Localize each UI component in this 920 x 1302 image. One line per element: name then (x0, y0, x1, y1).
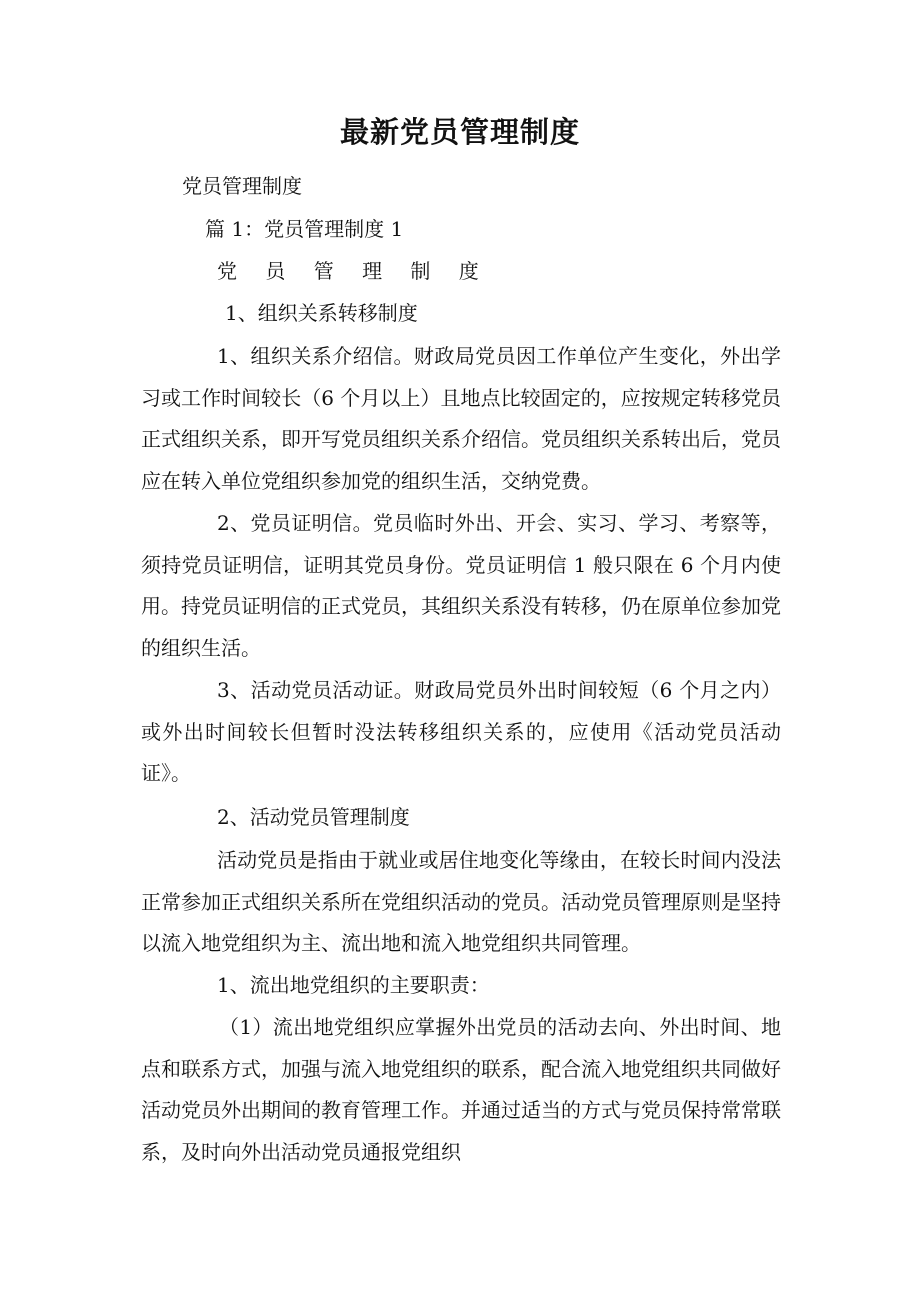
document-subtitle: 党员管理制度 (182, 174, 302, 198)
paragraph-outflow-duties: （1）流出地党组织应掌握外出党员的活动去向、外出时间、地点和联系方式，加强与流入地党组织的联系，配合流入地党组织共同做好活动党员外出期间的教育管理工作。并通过适当的方式与党员保持常常联系，及时向外出活动党员通报党组织 (141, 1015, 781, 1164)
paragraph-introduction-letter: 1、组织关系介绍信。财政局党员因工作单位产生变化，外出学习或工作时间较长（6 个月以上）且地点比较固定的，应按规定转移党员正式组织关系，即开写党员组织关系介绍信。党员组织关系转出后，党员应在转入单位党组织参加党的组织生活，交纳党费。 (141, 344, 781, 493)
paragraph-management-principle: 活动党员是指由于就业或居住地变化等缘由，在较长时间内没法正常参加正式组织关系所在党组织活动的党员。活动党员管理原则是坚持以流入地党组织为主、流出地和流入地党组织共同管理。 (141, 848, 781, 955)
system-heading: 党 员 管 理 制 度 (217, 259, 490, 283)
duty-item-heading: 1、流出地党组织的主要职责： (217, 973, 490, 997)
document-title: 最新党员管理制度 (339, 115, 580, 149)
section-heading-transfer: 1、组织关系转移制度 (225, 301, 418, 325)
article-heading: 篇 1：党员管理制度 1 (205, 217, 404, 241)
paragraph-activity-card: 3、活动党员活动证。财政局党员外出时间较短（6 个月之内）或外出时间较长但暂时没法转移组织关系的，应使用《活动党员活动证》。 (141, 678, 781, 785)
paragraph-certificate-letter: 2、党员证明信。党员临时外出、开会、实习、学习、考察等，须持党员证明信，证明其党员身份。党员证明信 1 般只限在 6 个月内使用。持党员证明信的正式党员，其组织关系没有转移，仍在原单位参加党的组织生活。 (141, 511, 781, 660)
section-heading-management: 2、活动党员管理制度 (217, 805, 410, 829)
